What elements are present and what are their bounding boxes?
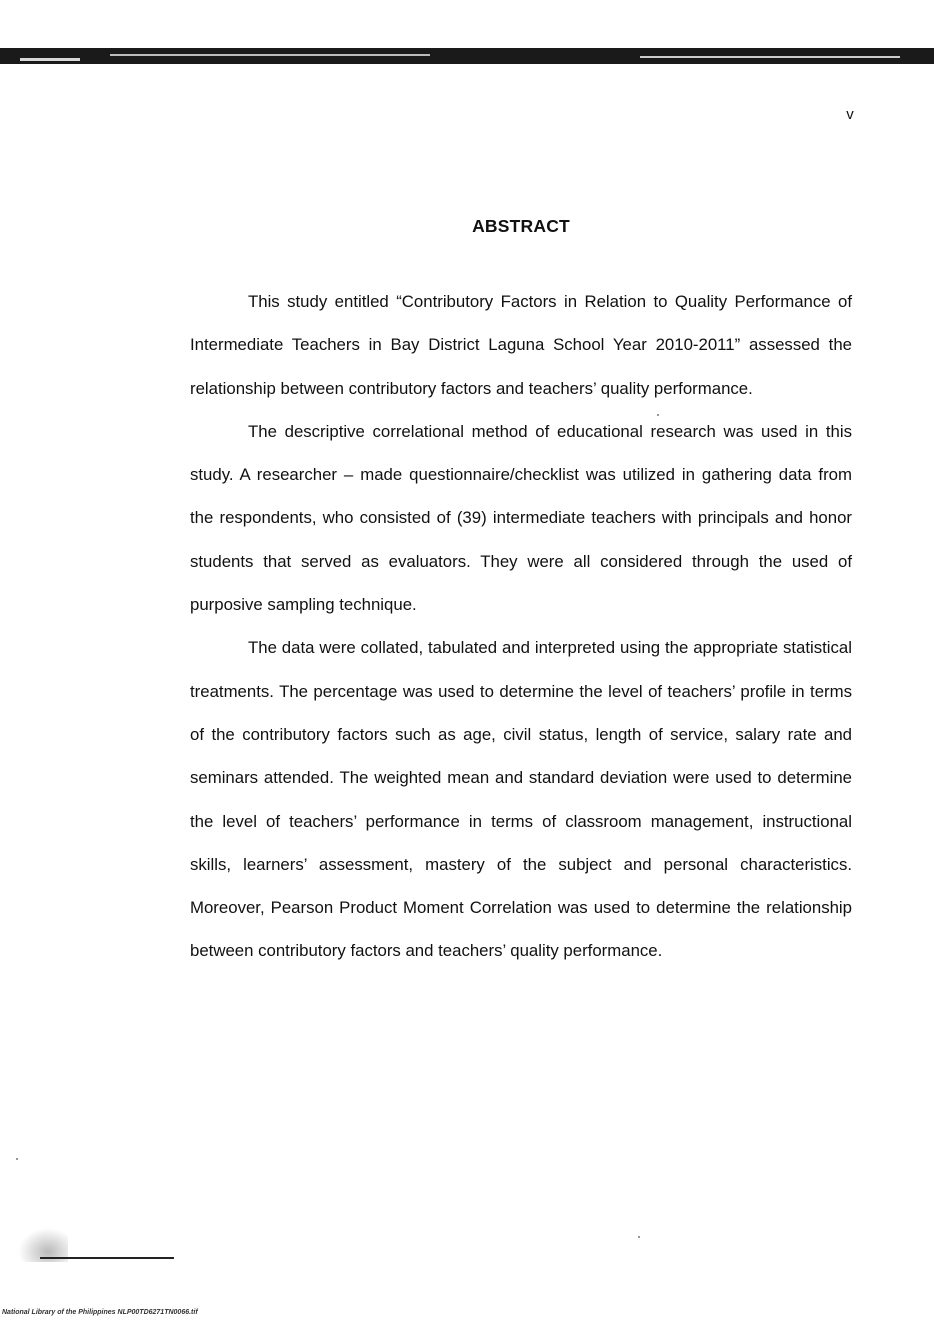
scan-speck [638, 1236, 640, 1238]
abstract-paragraph-2: The descriptive correlational method of educational research was used in this study. A researcher – made questionnaire/checklist was utilized in gathering data from the respondents, who consisted of (39) intermediate teachers with principals and honor students that served as evaluators. They were all considered through the used of purposive sampling technique. [190, 421, 852, 615]
source-footer: National Library of the Philippines NLP00TD6271TN0066.tif [2, 1309, 198, 1316]
abstract-body [190, 280, 852, 973]
abstract-paragraph-3: The data were collated, tabulated and interpreted using the appropriate statistical treatments. The percentage was used to determine the level of teachers’ profile in terms of the contributory factors such as age, civil status, length of service, salary rate and seminars attended. The weighted mean and standard deviation were used to determine the level of teachers’ performance in terms of classroom management, instructional skills, learners’ assessment, mastery of the subject and personal characteristics. Moreover, Pearson Product Moment Correlation was used to determine the relationship between contributory factors and teachers’ quality performance. [190, 638, 852, 961]
page-number: v [846, 106, 854, 123]
scan-speck [657, 414, 659, 416]
page-title: ABSTRACT [472, 216, 570, 236]
corner-underline [40, 1257, 174, 1259]
scan-edge-bar [0, 48, 934, 64]
scan-speck [16, 1158, 18, 1160]
abstract-paragraph-1: This study entitled “Contributory Factors in Relation to Quality Performance of Intermediate Teachers in Bay District Laguna School Year 2010-2011” assessed the relationship between contributory factors and teachers’ quality performance. [190, 292, 852, 398]
